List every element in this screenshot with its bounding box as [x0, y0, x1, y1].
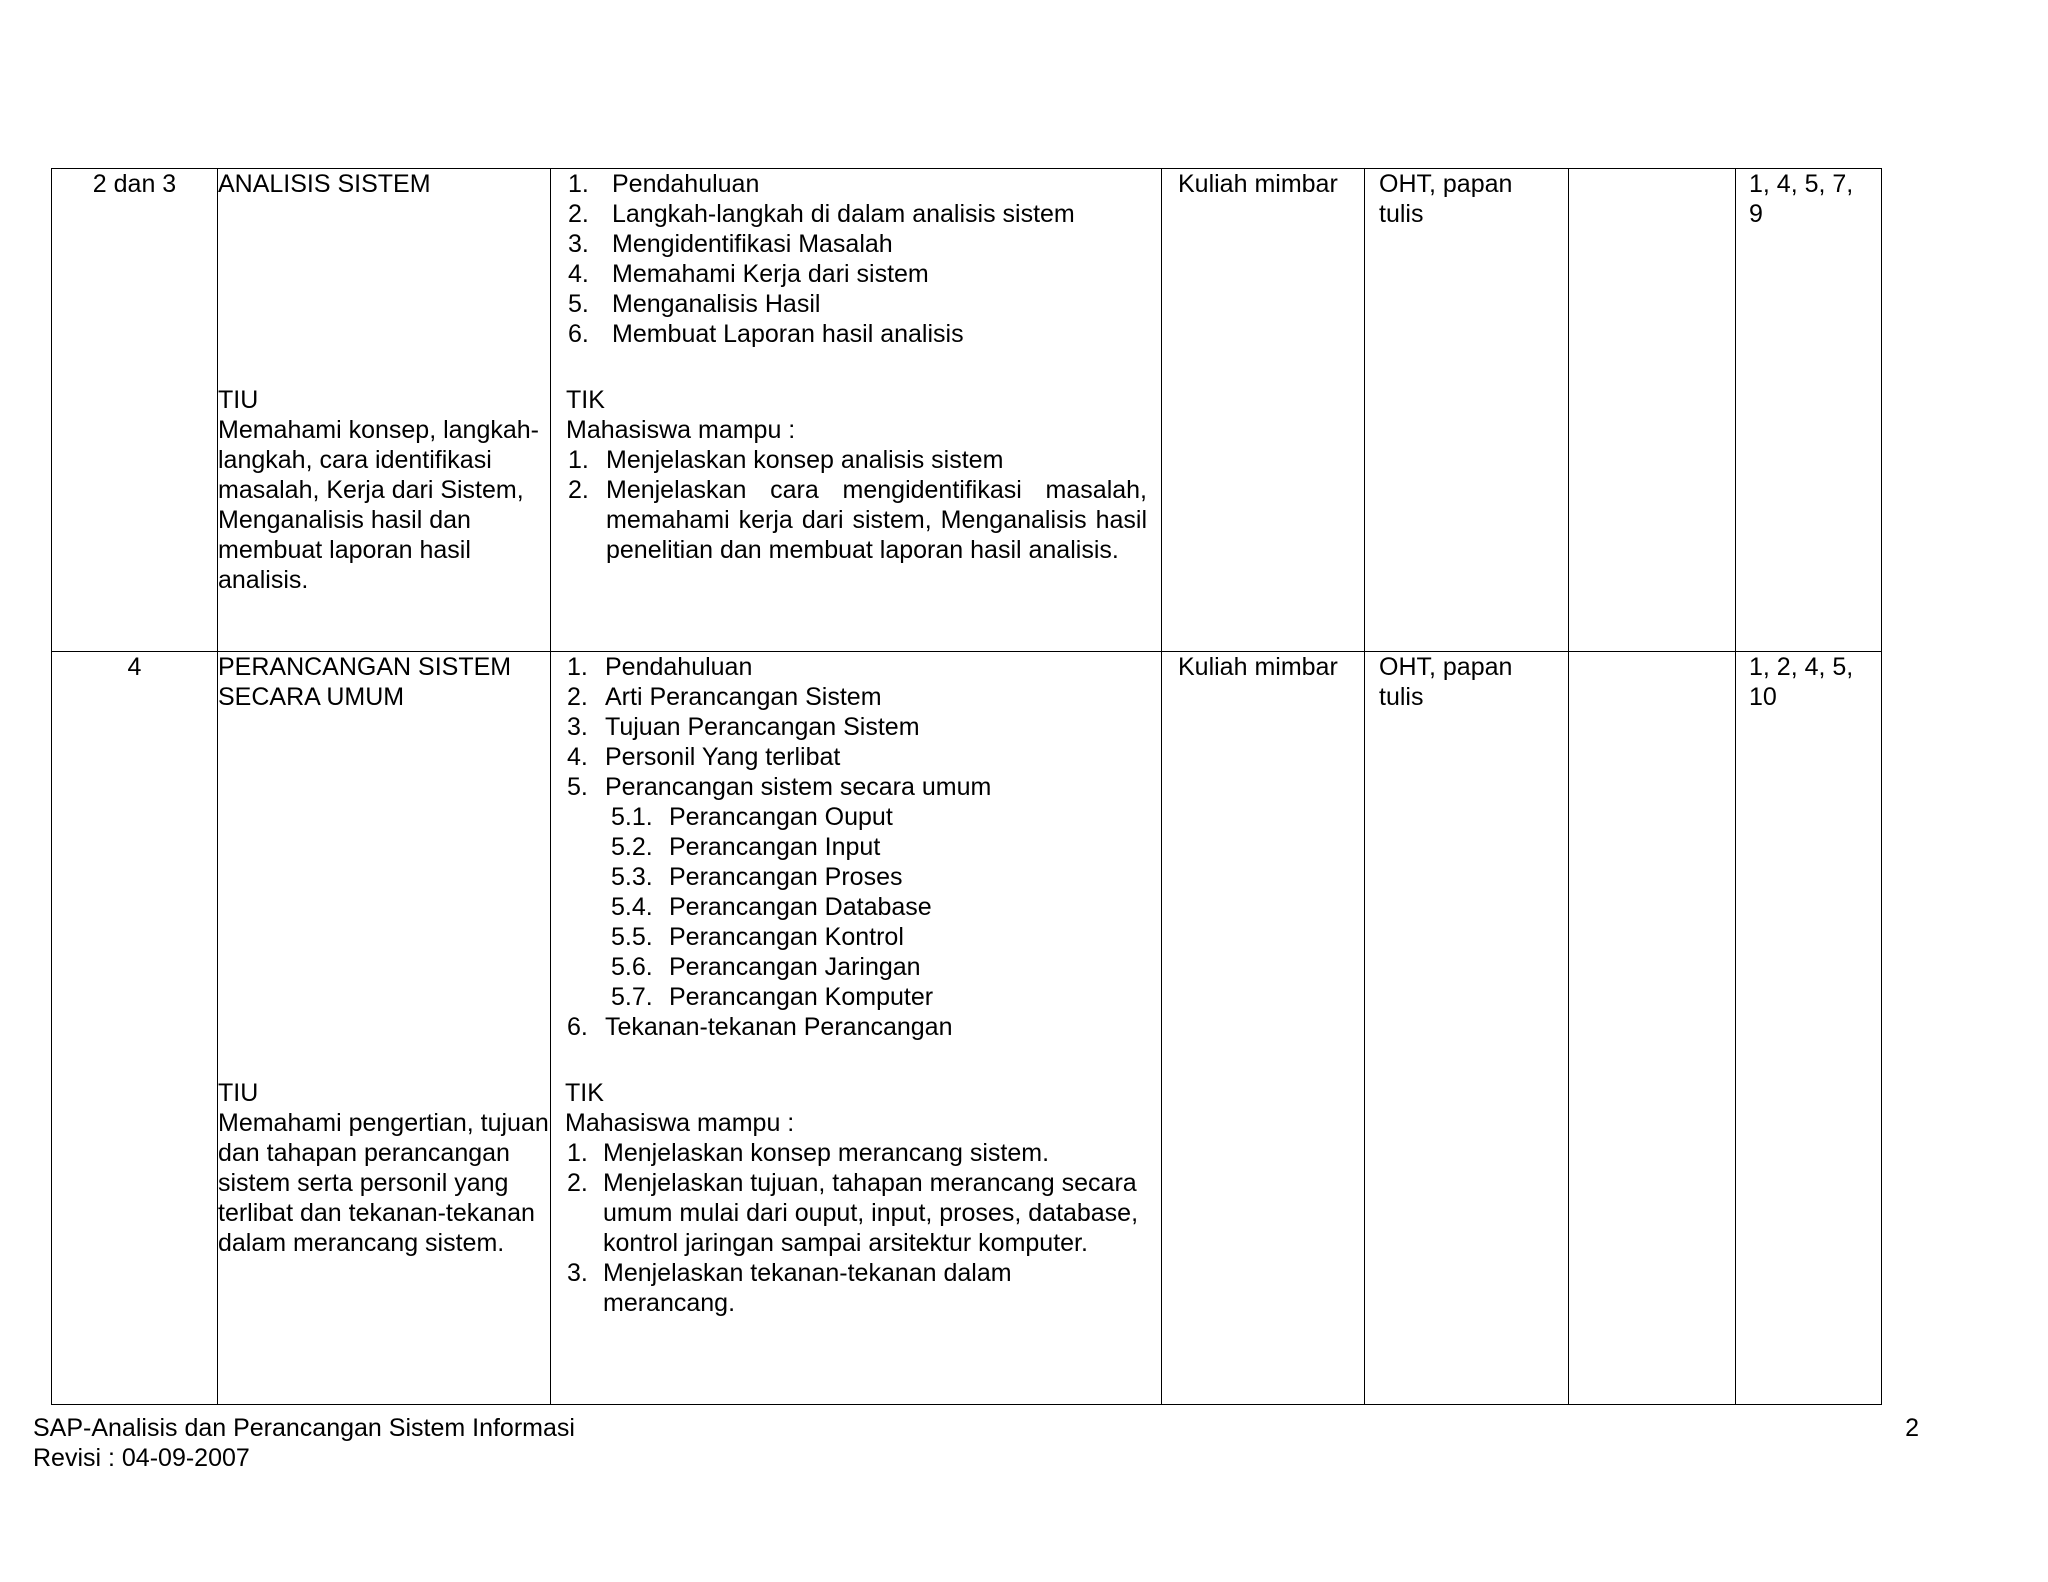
list-item-text: Perancangan sistem secara umum: [605, 773, 992, 801]
list-item-number: 1.: [567, 653, 588, 681]
list-item-number: 1.: [568, 170, 589, 198]
list-item: [565, 712, 1147, 742]
list-item-number: 3.: [567, 1259, 588, 1287]
list-item-text: Tekanan-tekanan Perancangan: [605, 1013, 953, 1041]
list-item-number: 3.: [567, 713, 588, 741]
list-item: [565, 682, 1147, 712]
media-cell: OHT, papan tulis: [1365, 652, 1569, 1405]
list-item-text: Personil Yang terlibat: [605, 743, 841, 771]
list-item-number: 4.: [568, 260, 589, 288]
subtopic-list: [565, 652, 1147, 1042]
list-item-text: Menjelaskan cara mengidentifikasi masalah, memahami kerja dari sistem, Menganalisis hasil penelitian dan membuat laporan hasil analisis.: [606, 476, 1147, 564]
list-item: [565, 742, 1147, 772]
footer: [33, 1413, 575, 1473]
list-item-number: 1.: [567, 1139, 588, 1167]
list-item-text: Memahami Kerja dari sistem: [612, 260, 929, 288]
list-item: [565, 832, 1147, 862]
topic-cell: [218, 652, 551, 1405]
list-item: [566, 199, 1147, 229]
list-item-number: 5.1.: [611, 803, 653, 831]
tik-label: TIK: [566, 386, 605, 414]
list-item-number: 2.: [568, 476, 589, 504]
list-item-number: 5.5.: [611, 923, 653, 951]
list-item-text: Arti Perancangan Sistem: [605, 683, 882, 711]
tiu-text: Memahami konsep, langkah-langkah, cara identifikasi masalah, Kerja dari Sistem, Menganalisis hasil dan membuat laporan hasil analisis.: [218, 416, 539, 594]
empty-cell: [1569, 652, 1736, 1405]
list-item-number: 3.: [568, 230, 589, 258]
list-item-number: 6.: [567, 1013, 588, 1041]
list-item: [565, 862, 1147, 892]
list-item-text: Perancangan Proses: [669, 863, 903, 891]
tiu-text: Memahami pengertian, tujuan dan tahapan perancangan sistem serta personil yang terlibat dan tekanan-tekanan dalam merancang sistem.: [218, 1109, 549, 1257]
media-cell: OHT, papan tulis: [1365, 169, 1569, 652]
list-item-number: 4.: [567, 743, 588, 771]
list-item-number: 2.: [568, 200, 589, 228]
tik-intro: Mahasiswa mampu :: [565, 1109, 795, 1137]
list-item-text: Pendahuluan: [612, 170, 760, 198]
tik-list: [565, 1138, 1147, 1318]
method-cell: Kuliah mimbar: [1162, 652, 1365, 1405]
list-item-text: Menjelaskan tekanan-tekanan dalam merancang.: [603, 1259, 1012, 1317]
empty-cell: [1569, 169, 1736, 652]
list-item: [565, 892, 1147, 922]
list-item-text: Perancangan Komputer: [669, 983, 934, 1011]
footer-title: SAP-Analisis dan Perancangan Sistem Informasi: [33, 1414, 575, 1442]
list-item-text: Menjelaskan konsep merancang sistem.: [603, 1139, 1050, 1167]
list-item: [565, 1012, 1147, 1042]
list-item-text: Menjelaskan konsep analisis sistem: [606, 446, 1004, 474]
list-item: [565, 1168, 1147, 1258]
list-item-number: 5.6.: [611, 953, 653, 981]
list-item-number: 5.4.: [611, 893, 653, 921]
list-item-text: Membuat Laporan hasil analisis: [612, 320, 964, 348]
list-item-number: 5.7.: [611, 983, 653, 1011]
spacer: [218, 199, 550, 385]
list-item-number: 5.: [567, 773, 588, 801]
table-row: [52, 169, 1882, 652]
list-item-text: Pendahuluan: [605, 653, 753, 681]
list-item: [565, 982, 1147, 1012]
list-item: [566, 319, 1147, 349]
list-item-text: Mengidentifikasi Masalah: [612, 230, 893, 258]
list-item-text: Perancangan Kontrol: [669, 923, 904, 951]
list-item: [566, 445, 1147, 475]
tik-intro: Mahasiswa mampu :: [566, 416, 796, 444]
method-cell: Kuliah mimbar: [1162, 169, 1365, 652]
list-item: [565, 772, 1147, 802]
footer-revision: Revisi : 04-09-2007: [33, 1444, 250, 1472]
list-item-number: 1.: [568, 446, 589, 474]
spacer: [565, 1042, 1147, 1078]
tiu-label: TIU: [218, 386, 259, 414]
references-cell: 1, 4, 5, 7, 9: [1736, 169, 1882, 652]
list-item-number: 6.: [568, 320, 589, 348]
page-number: 2: [1905, 1414, 1919, 1442]
list-item-text: Menganalisis Hasil: [612, 290, 821, 318]
list-item-text: Perancangan Database: [669, 893, 932, 921]
spacer: [566, 349, 1147, 385]
table-row: [52, 652, 1882, 1405]
week-cell: 4: [52, 652, 218, 1405]
content-cell: [551, 169, 1162, 652]
list-item-text: Perancangan Jaringan: [669, 953, 921, 981]
week-cell: 2 dan 3: [52, 169, 218, 652]
list-item: [566, 259, 1147, 289]
list-item-text: Menjelaskan tujuan, tahapan merancang secara umum mulai dari ouput, input, proses, database, kontrol jaringan sampai arsitektur komputer.: [603, 1169, 1139, 1257]
list-item: [566, 475, 1147, 565]
list-item-text: Tujuan Perancangan Sistem: [605, 713, 920, 741]
list-item-number: 5.3.: [611, 863, 653, 891]
list-item: [565, 652, 1147, 682]
sap-table: [51, 168, 1882, 1405]
list-item: [565, 922, 1147, 952]
list-item: [566, 229, 1147, 259]
list-item: [565, 1258, 1147, 1318]
topic-title: ANALISIS SISTEM: [218, 170, 431, 198]
list-item-text: Perancangan Input: [669, 833, 881, 861]
tik-label: TIK: [565, 1079, 604, 1107]
content-cell: [551, 652, 1162, 1405]
subtopic-list: [566, 169, 1147, 349]
sap-table-body: [52, 169, 1882, 1405]
topic-cell: [218, 169, 551, 652]
list-item: [566, 169, 1147, 199]
topic-title: PERANCANGAN SISTEM SECARA UMUM: [218, 653, 512, 711]
references-cell: 1, 2, 4, 5, 10: [1736, 652, 1882, 1405]
tiu-label: TIU: [218, 1079, 259, 1107]
list-item-text: Langkah-langkah di dalam analisis sistem: [612, 200, 1075, 228]
list-item: [565, 802, 1147, 832]
list-item: [565, 952, 1147, 982]
list-item-number: 2.: [567, 683, 588, 711]
list-item-number: 5.2.: [611, 833, 653, 861]
list-item-number: 5.: [568, 290, 589, 318]
list-item-number: 2.: [567, 1169, 588, 1197]
spacer: [218, 712, 550, 1078]
tik-list: [566, 445, 1147, 565]
list-item-text: Perancangan Ouput: [669, 803, 893, 831]
list-item: [565, 1138, 1147, 1168]
list-item: [566, 289, 1147, 319]
